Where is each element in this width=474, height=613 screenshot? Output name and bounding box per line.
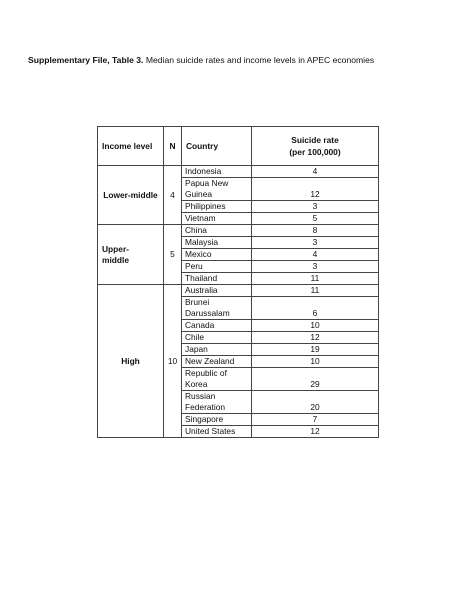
table-header-row xyxy=(98,127,379,166)
table-row xyxy=(98,285,379,297)
country-cell xyxy=(182,297,252,320)
country-line: Korea xyxy=(185,379,208,389)
country-cell: United States xyxy=(182,426,252,438)
header-country: Country xyxy=(182,127,252,166)
country-cell: Japan xyxy=(182,344,252,356)
group-label-line: Upper- xyxy=(102,243,129,254)
group-n-lower-middle: 4 xyxy=(164,166,182,225)
country-cell: China xyxy=(182,225,252,237)
group-label-lower-middle: Lower-middle xyxy=(98,166,164,225)
country-cell: Singapore xyxy=(182,414,252,426)
header-suicide-rate xyxy=(252,127,379,166)
rate-cell xyxy=(252,297,379,320)
country-cell: Thailand xyxy=(182,273,252,285)
rate-cell: 3 xyxy=(252,237,379,249)
caption-text: Median suicide rates and income levels in APEC economies xyxy=(145,55,375,65)
rate-cell: 7 xyxy=(252,414,379,426)
country-cell: Mexico xyxy=(182,249,252,261)
country-cell: New Zealand xyxy=(182,356,252,368)
group-label-upper-middle xyxy=(98,225,164,285)
table-row xyxy=(98,225,379,237)
rate-value: 20 xyxy=(310,402,320,412)
group-label-line: middle xyxy=(102,254,129,265)
header-n: N xyxy=(164,127,182,166)
caption-label: Supplementary File, Table 3. xyxy=(28,55,144,65)
rate-cell: 12 xyxy=(252,426,379,438)
country-cell xyxy=(182,178,252,201)
rate-cell: 4 xyxy=(252,166,379,178)
rate-cell: 10 xyxy=(252,320,379,332)
group-label-high: High xyxy=(98,285,164,438)
header-rate-line2: (per 100,000) xyxy=(289,147,341,157)
country-line: Republic of xyxy=(185,368,227,378)
country-cell: Australia xyxy=(182,285,252,297)
header-rate-line1: Suicide rate xyxy=(291,135,339,145)
rate-value: 6 xyxy=(312,308,318,318)
suicide-rate-table xyxy=(97,126,379,438)
rate-cell: 10 xyxy=(252,356,379,368)
group-n-high: 10 xyxy=(164,285,182,438)
rate-cell: 8 xyxy=(252,225,379,237)
rate-cell: 3 xyxy=(252,261,379,273)
rate-cell xyxy=(252,178,379,201)
country-line: Federation xyxy=(185,402,226,412)
rate-cell: 3 xyxy=(252,201,379,213)
rate-cell xyxy=(252,368,379,391)
group-n-upper-middle: 5 xyxy=(164,225,182,285)
rate-cell xyxy=(252,391,379,414)
country-cell: Malaysia xyxy=(182,237,252,249)
table-row xyxy=(98,166,379,178)
country-cell xyxy=(182,368,252,391)
country-line: Russian xyxy=(185,391,216,401)
table-caption xyxy=(28,55,458,66)
country-cell: Canada xyxy=(182,320,252,332)
rate-cell: 12 xyxy=(252,332,379,344)
rate-cell: 5 xyxy=(252,213,379,225)
country-cell: Indonesia xyxy=(182,166,252,178)
country-cell xyxy=(182,391,252,414)
country-line: Papua New xyxy=(185,178,229,188)
country-cell: Philippines xyxy=(182,201,252,213)
country-line: Brunei xyxy=(185,297,210,307)
country-cell: Vietnam xyxy=(182,213,252,225)
country-line: Darussalam xyxy=(185,308,230,318)
country-line: Guinea xyxy=(185,189,213,199)
country-cell: Peru xyxy=(182,261,252,273)
rate-cell: 11 xyxy=(252,285,379,297)
rate-cell: 4 xyxy=(252,249,379,261)
rate-cell: 19 xyxy=(252,344,379,356)
rate-value: 29 xyxy=(310,379,320,389)
country-cell: Chile xyxy=(182,332,252,344)
rate-value: 12 xyxy=(310,189,320,199)
rate-cell: 11 xyxy=(252,273,379,285)
header-income-level: Income level xyxy=(98,127,164,166)
